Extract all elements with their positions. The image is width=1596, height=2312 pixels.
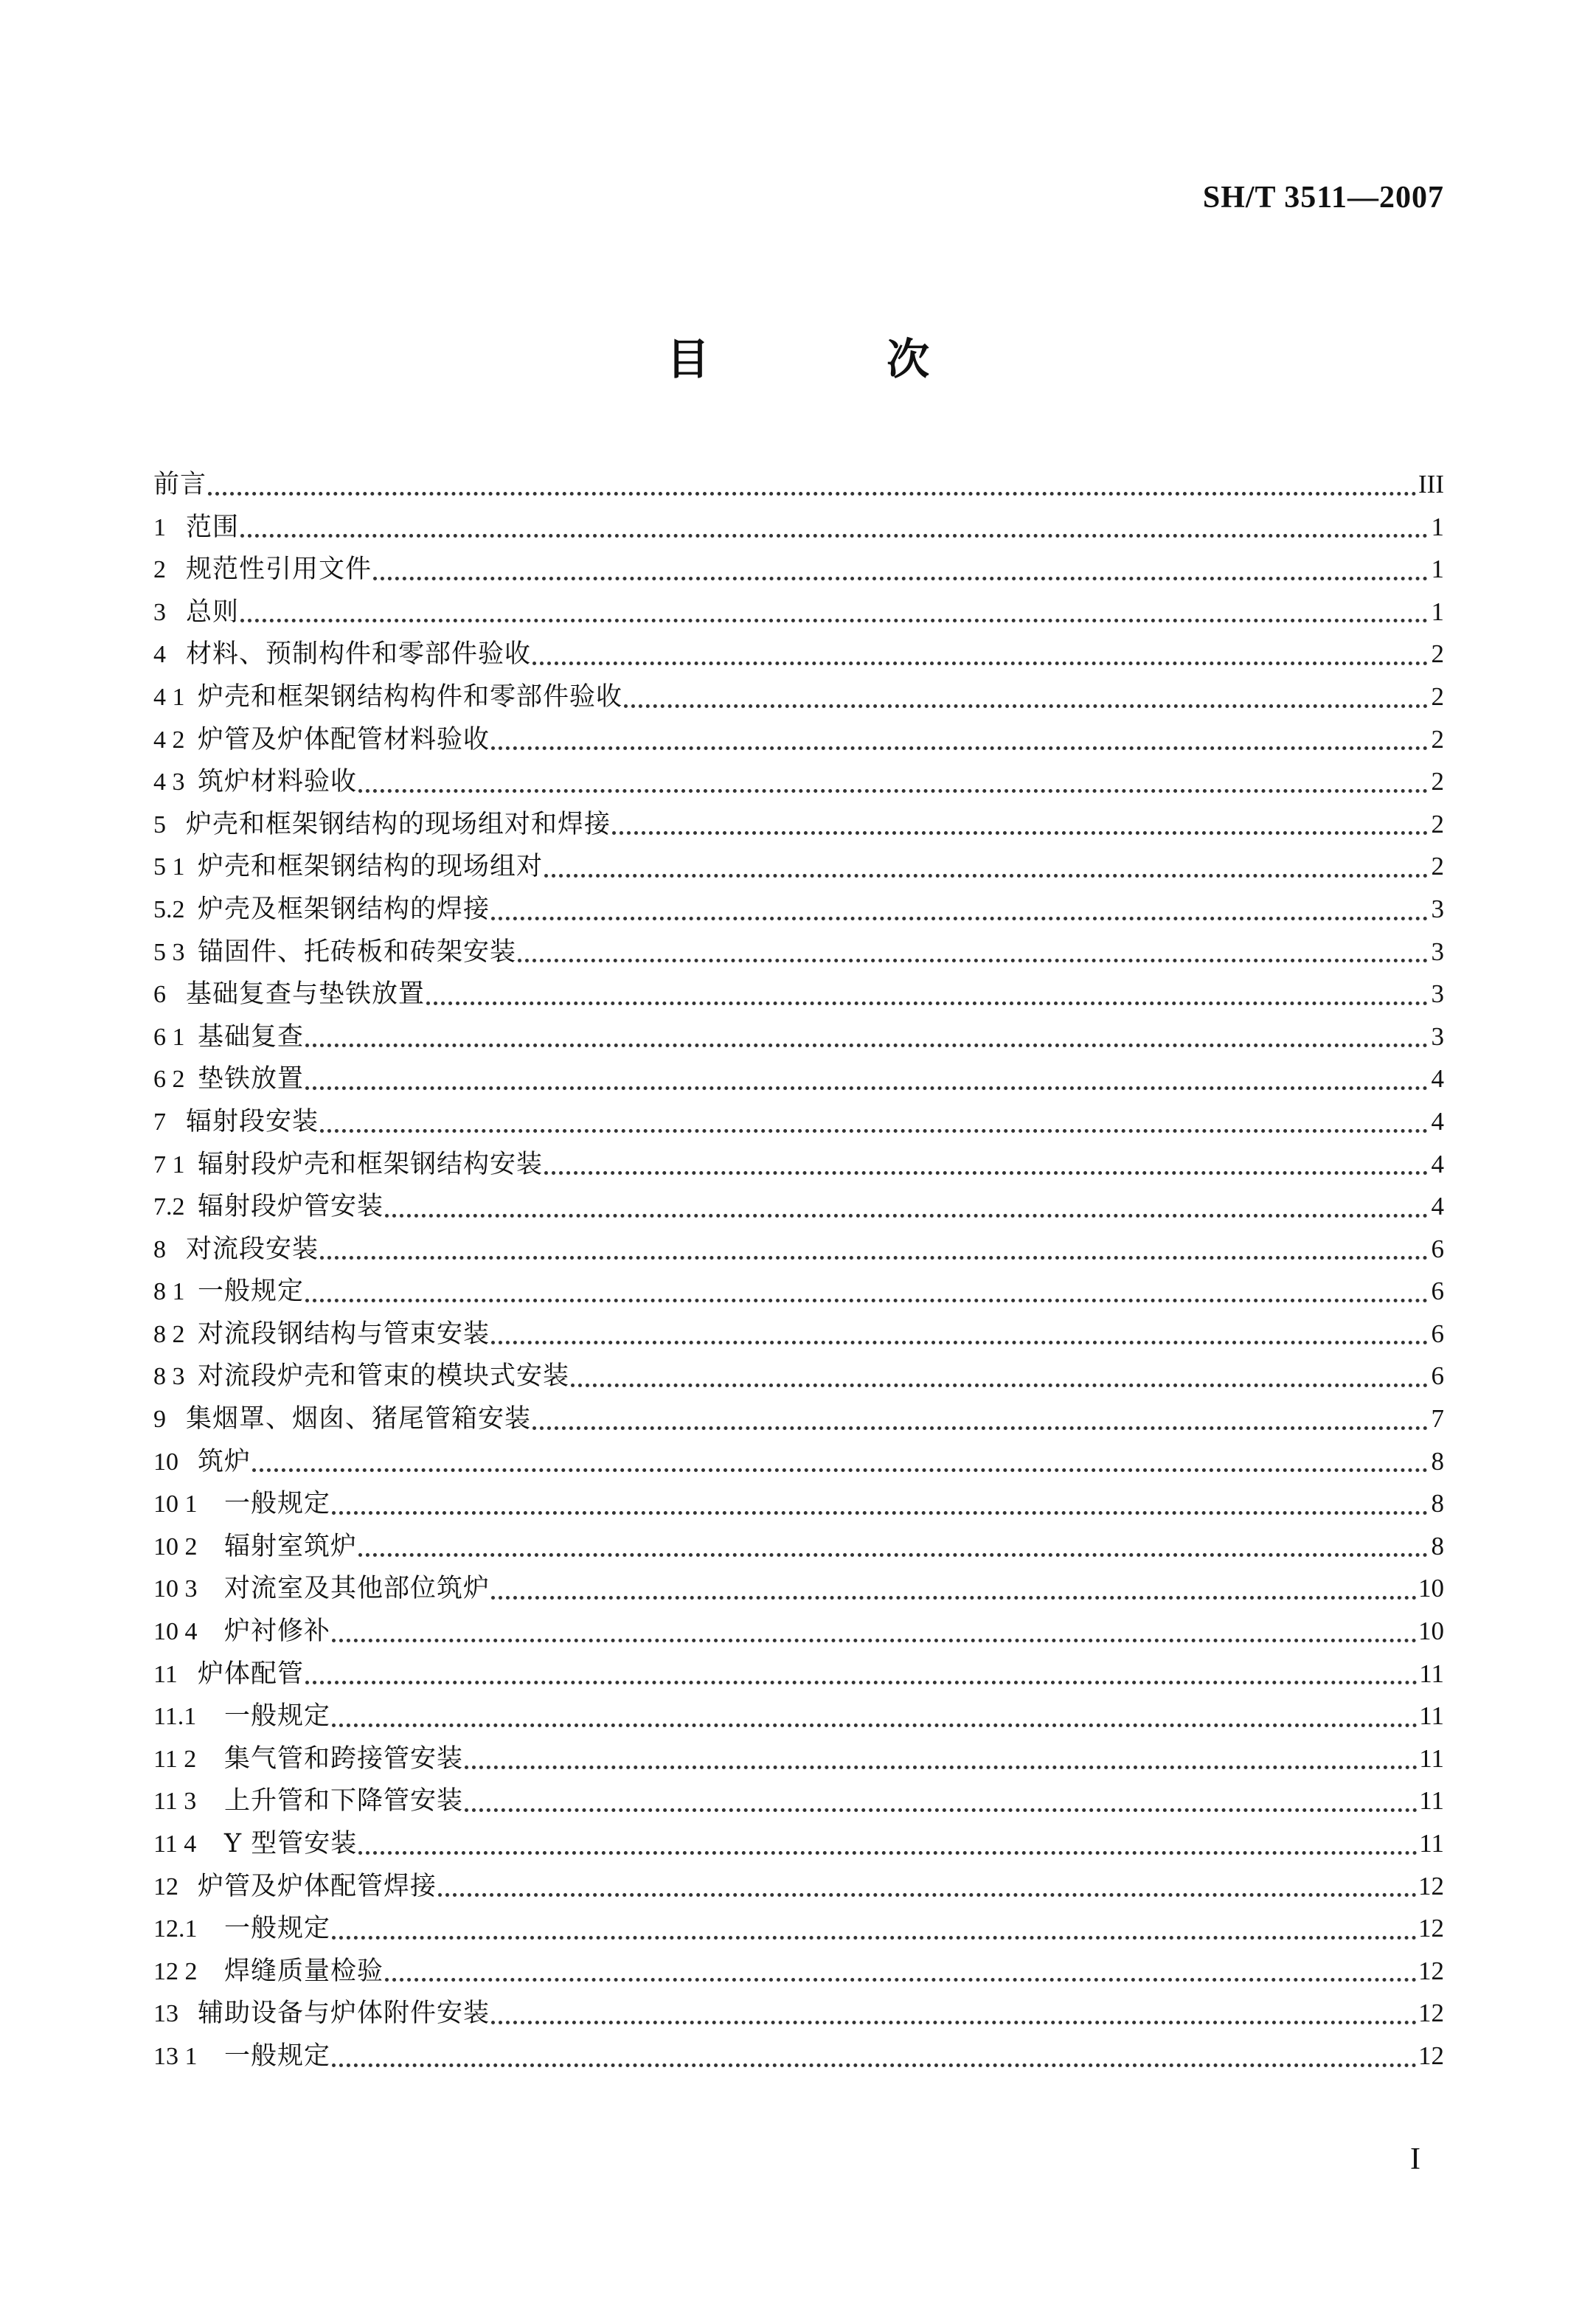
toc-leader-dots	[491, 1313, 1428, 1355]
toc-entry-page: 2	[1431, 724, 1444, 754]
toc-entry-number: 11.1	[153, 1703, 197, 1731]
toc-entry-number: 5 1	[153, 853, 185, 881]
toc-entry-number: 4 2	[153, 726, 185, 754]
toc-entry-page: 7	[1431, 1404, 1444, 1434]
toc-leader-dots	[358, 760, 1428, 803]
toc-leader-dots	[240, 591, 1428, 633]
toc-entry-page: 2	[1431, 809, 1444, 839]
toc-entry-title: 对流段炉壳和管束的模块式安装	[198, 1361, 570, 1392]
toc-leader-dots	[332, 1907, 1417, 1950]
toc-title: 目 次	[666, 334, 1011, 384]
toc-entry[interactable]	[153, 591, 1444, 633]
toc-entry-page: 12	[1418, 1956, 1444, 1985]
toc-entry[interactable]	[153, 463, 1444, 506]
toc-entry-page: 8	[1431, 1489, 1444, 1518]
toc-entry[interactable]	[153, 1143, 1444, 1186]
toc-entry-page: 4	[1431, 1149, 1444, 1178]
toc-entry[interactable]	[153, 1780, 1444, 1822]
toc-entry-page: 2	[1431, 852, 1444, 881]
toc-entry-number: 11 2	[153, 1745, 197, 1773]
toc-leader-dots	[305, 1270, 1428, 1313]
toc-entry[interactable]	[153, 973, 1444, 1016]
toc-entry-page: 4	[1431, 1106, 1444, 1136]
toc-leader-dots	[491, 888, 1428, 931]
toc-entry[interactable]	[153, 1738, 1444, 1780]
toc-leader-dots	[332, 2035, 1417, 2077]
page-number: I	[1410, 2142, 1420, 2176]
toc-entry-page: III	[1418, 470, 1444, 499]
toc-entry-title: 炉管及炉体配管材料验收	[198, 724, 490, 754]
toc-entry-title: 前言	[153, 470, 207, 499]
toc-entry[interactable]	[153, 1100, 1444, 1143]
toc-entry-title: 一般规定	[224, 1701, 331, 1732]
toc-entry-title: 炉壳和框架钢结构的现场组对	[198, 852, 544, 882]
toc-entry-title: 上升管和下降管安装	[224, 1786, 464, 1816]
toc-entry-page: 6	[1431, 1361, 1444, 1391]
toc-leader-dots	[491, 1567, 1417, 1610]
toc-entry-page: 2	[1431, 767, 1444, 796]
toc-entry-title: 筑炉	[198, 1446, 251, 1476]
toc-entry[interactable]	[153, 760, 1444, 803]
toc-entry-title: 一般规定	[224, 1489, 331, 1519]
toc-list	[153, 463, 1444, 2077]
toc-entry-title: 垫铁放置	[198, 1064, 305, 1094]
toc-entry[interactable]	[153, 1653, 1444, 1695]
toc-entry-page: 11	[1419, 1659, 1444, 1688]
toc-entry-title: 炉壳和框架钢结构的现场组对和焊接	[186, 809, 611, 839]
toc-entry[interactable]	[153, 633, 1444, 676]
toc-entry[interactable]	[153, 888, 1444, 931]
toc-entry-title: 炉管及炉体配管焊接	[198, 1871, 437, 1901]
toc-entry-page: 3	[1431, 1021, 1444, 1051]
toc-entry-page: 11	[1419, 1743, 1444, 1773]
toc-leader-dots	[544, 1143, 1428, 1186]
toc-leader-dots	[320, 1100, 1428, 1143]
toc-entry-page: 6	[1431, 1234, 1444, 1263]
toc-leader-dots	[385, 1950, 1417, 1993]
toc-entry[interactable]	[153, 1907, 1444, 1950]
toc-entry-page: 12	[1418, 1914, 1444, 1943]
toc-entry-number: 5.2	[153, 895, 185, 923]
toc-leader-dots	[571, 1355, 1428, 1398]
toc-entry-number: 11 4	[153, 1830, 197, 1858]
toc-entry-number: 10 4	[153, 1618, 198, 1646]
toc-leader-dots	[320, 1228, 1428, 1271]
toc-entry-title: 规范性引用文件	[186, 555, 372, 585]
toc-entry-title: 筑炉材料验收	[198, 767, 358, 797]
toc-leader-dots	[612, 803, 1428, 846]
toc-entry-number: 8 3	[153, 1363, 185, 1391]
toc-leader-dots	[438, 1865, 1417, 1908]
toc-entry-title: 辅助设备与炉体附件安装	[198, 1999, 490, 2029]
toc-entry-number: 2	[153, 556, 166, 584]
toc-entry[interactable]	[153, 506, 1444, 549]
toc-leader-dots	[305, 1016, 1428, 1058]
toc-entry-number: 6	[153, 981, 166, 1009]
toc-entry-page: 3	[1431, 979, 1444, 1009]
toc-entry-number: 11 3	[153, 1788, 197, 1816]
toc-entry-page: 8	[1431, 1531, 1444, 1561]
toc-entry-title: 一般规定	[198, 1277, 305, 1307]
toc-entry-page: 6	[1431, 1319, 1444, 1348]
toc-entry-page: 1	[1431, 555, 1444, 584]
toc-entry-title: 炉体配管	[198, 1659, 305, 1689]
toc-entry-number: 8 1	[153, 1278, 185, 1306]
toc-entry-page: 3	[1431, 937, 1444, 966]
toc-entry[interactable]	[153, 1482, 1444, 1525]
toc-leader-dots	[332, 1695, 1418, 1738]
toc-entry-page: 11	[1419, 1701, 1444, 1731]
toc-entry-page: 4	[1431, 1064, 1444, 1094]
toc-entry-page: 1	[1431, 512, 1444, 541]
toc-entry-number: 4	[153, 641, 166, 669]
toc-leader-dots	[544, 845, 1428, 888]
toc-leader-dots	[358, 1525, 1428, 1568]
toc-leader-dots	[358, 1822, 1418, 1865]
toc-entry-number: 5	[153, 810, 166, 839]
toc-entry-number: 7.2	[153, 1193, 185, 1221]
toc-entry-number: 4 1	[153, 683, 185, 711]
toc-entry[interactable]	[153, 1822, 1444, 1865]
toc-entry[interactable]	[153, 718, 1444, 761]
toc-entry[interactable]	[153, 1695, 1444, 1738]
toc-entry-number: 5 3	[153, 938, 185, 966]
toc-entry-number: 6 2	[153, 1066, 185, 1094]
toc-leader-dots	[491, 1992, 1417, 2035]
toc-entry-page: 3	[1431, 894, 1444, 923]
toc-entry[interactable]	[153, 1610, 1444, 1653]
toc-entry-title: 焊缝质量检验	[224, 1956, 384, 1986]
toc-entry-page: 2	[1431, 639, 1444, 669]
toc-entry-number: 12.1	[153, 1915, 198, 1943]
toc-entry-title: 锚固件、托砖板和砖架安装	[198, 937, 517, 967]
toc-entry-title: 集烟罩、烟囱、猪尾管箱安装	[186, 1404, 532, 1434]
toc-entry[interactable]	[153, 1865, 1444, 1908]
toc-entry-page: 12	[1418, 1999, 1444, 2028]
toc-entry-number: 10 2	[153, 1532, 198, 1561]
toc-entry[interactable]	[153, 1992, 1444, 2035]
toc-leader-dots	[373, 548, 1428, 591]
toc-entry-title: Y 型管安装	[224, 1829, 358, 1858]
toc-entry-number: 8	[153, 1235, 166, 1263]
toc-entry-number: 1	[153, 513, 166, 541]
toc-entry-title: 对流室及其他部位筑炉	[224, 1574, 490, 1604]
toc-leader-dots	[252, 1440, 1428, 1483]
toc-entry[interactable]	[153, 1398, 1444, 1440]
toc-leader-dots	[532, 1398, 1428, 1440]
toc-entry-page: 6	[1431, 1277, 1444, 1306]
toc-entry-title: 炉壳及框架钢结构的焊接	[198, 894, 490, 924]
toc-entry-page: 12	[1418, 1871, 1444, 1900]
toc-entry-number: 11	[153, 1660, 178, 1688]
toc-entry-number: 7	[153, 1108, 166, 1136]
toc-entry[interactable]	[153, 931, 1444, 973]
toc-entry-title: 炉衬修补	[224, 1617, 331, 1647]
toc-entry-page: 12	[1418, 2041, 1444, 2070]
toc-entry[interactable]	[153, 1567, 1444, 1610]
toc-entry[interactable]	[153, 1440, 1444, 1483]
toc-leader-dots	[426, 973, 1428, 1016]
toc-leader-dots	[305, 1653, 1418, 1695]
toc-entry[interactable]	[153, 1228, 1444, 1271]
toc-entry-page: 1	[1431, 597, 1444, 626]
toc-entry-title: 辐射段炉管安装	[198, 1192, 384, 1222]
toc-entry-page: 10	[1418, 1574, 1444, 1603]
toc-leader-dots	[532, 633, 1428, 676]
toc-entry-page: 8	[1431, 1446, 1444, 1476]
toc-entry[interactable]	[153, 1950, 1444, 1993]
toc-entry-number: 10 3	[153, 1575, 198, 1603]
toc-entry-number: 7 1	[153, 1150, 185, 1178]
toc-entry-page: 4	[1431, 1192, 1444, 1221]
toc-entry-number: 10	[153, 1448, 178, 1476]
toc-entry-title: 范围	[186, 512, 240, 542]
toc-entry-number: 12 2	[153, 1957, 198, 1985]
toc-entry[interactable]	[153, 1058, 1444, 1100]
toc-entry[interactable]	[153, 2035, 1444, 2077]
toc-entry-number: 4 3	[153, 768, 185, 796]
toc-leader-dots	[332, 1610, 1417, 1653]
toc-entry[interactable]	[153, 1355, 1444, 1398]
toc-entry-title: 辐射段炉壳和框架钢结构安装	[198, 1149, 544, 1179]
toc-leader-dots	[465, 1738, 1418, 1780]
toc-entry-page: 11	[1419, 1786, 1444, 1816]
toc-entry-number: 12	[153, 1872, 178, 1900]
toc-entry-title: 对流段钢结构与管束安装	[198, 1319, 490, 1349]
toc-entry[interactable]	[153, 548, 1444, 591]
toc-entry-title: 基础复查	[198, 1021, 305, 1052]
toc-leader-dots	[518, 931, 1428, 973]
toc-entry-title: 辐射室筑炉	[224, 1531, 358, 1561]
toc-entry-number: 13 1	[153, 2042, 198, 2070]
standard-number: SH/T 3511—2007	[1202, 181, 1444, 215]
toc-entry-title: 对流段安装	[186, 1234, 319, 1264]
toc-entry-title: 集气管和跨接管安装	[224, 1743, 464, 1774]
toc-entry-number: 10 1	[153, 1490, 198, 1518]
toc-leader-dots	[240, 506, 1428, 549]
toc-entry-title: 总则	[186, 597, 240, 627]
toc-entry-title: 材料、预制构件和零部件验收	[186, 639, 532, 670]
toc-entry-number: 6 1	[153, 1023, 185, 1051]
toc-entry-page: 10	[1418, 1617, 1444, 1646]
toc-entry-page: 11	[1419, 1829, 1444, 1858]
toc-entry[interactable]	[153, 1270, 1444, 1313]
toc-leader-dots	[385, 1185, 1428, 1228]
toc-leader-dots	[332, 1482, 1428, 1525]
toc-entry-title: 基础复查与垫铁放置	[186, 979, 426, 1010]
toc-entry-number: 13	[153, 2000, 178, 2028]
toc-leader-dots	[208, 463, 1417, 506]
toc-entry[interactable]	[153, 845, 1444, 888]
toc-entry-number: 8 2	[153, 1320, 185, 1348]
toc-entry[interactable]	[153, 1016, 1444, 1058]
toc-entry[interactable]	[153, 1525, 1444, 1568]
toc-entry[interactable]	[153, 803, 1444, 846]
toc-entry[interactable]	[153, 676, 1444, 718]
toc-entry-title: 辐射段安装	[186, 1106, 319, 1136]
toc-leader-dots	[624, 676, 1428, 718]
toc-entry-page: 2	[1431, 681, 1444, 711]
toc-leader-dots	[465, 1780, 1418, 1822]
toc-entry[interactable]	[153, 1313, 1444, 1355]
toc-entry-title: 一般规定	[224, 1914, 331, 1944]
toc-entry-number: 9	[153, 1406, 166, 1434]
toc-leader-dots	[305, 1058, 1428, 1100]
toc-leader-dots	[491, 718, 1428, 761]
toc-entry-number: 3	[153, 598, 166, 626]
toc-entry-title: 炉壳和框架钢结构构件和零部件验收	[198, 681, 623, 712]
toc-entry[interactable]	[153, 1185, 1444, 1228]
toc-entry-title: 一般规定	[224, 2041, 331, 2071]
